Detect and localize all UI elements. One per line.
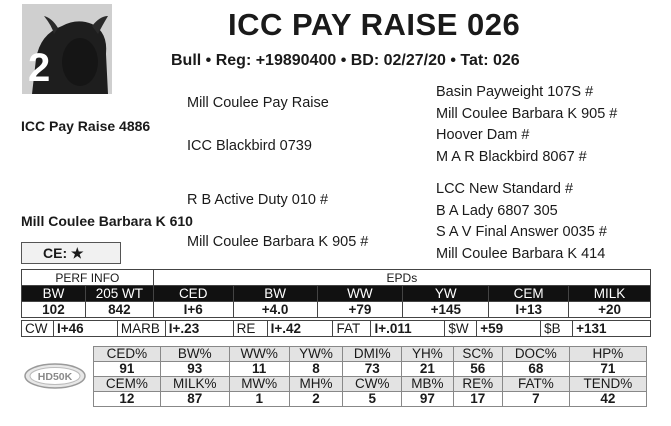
trait-label: YW [403,286,489,302]
carcass-label: $W [445,321,477,337]
epds-header: EPDs [153,270,650,286]
trait-label: BW [22,286,86,302]
carcass-value: I+.011 [371,321,445,337]
pct-label: DMI% [343,347,402,362]
pct-value: 5 [343,392,402,407]
epd-table [21,269,651,318]
pct-label: FAT% [502,377,569,392]
pct-label: DOC% [502,347,569,362]
pct-label: RE% [453,377,502,392]
pct-value: 56 [453,362,502,377]
pct-label: MB% [402,377,454,392]
pct-label: MILK% [160,377,229,392]
pct-value: 8 [289,362,343,377]
dam-dam: Mill Coulee Barbara K 905 # [187,234,369,250]
trait-value: 842 [85,302,153,318]
sire-sire-sire: Basin Payweight 107S # [436,84,594,100]
sire-sire-dam: Mill Coulee Barbara K 905 # [436,106,618,122]
pct-value: 87 [160,392,229,407]
pct-value: 17 [453,392,502,407]
pct-value: 91 [94,362,161,377]
sire-dam: ICC Blackbird 0739 [187,138,312,154]
pct-value: 21 [402,362,454,377]
pct-value: 42 [569,392,646,407]
trait-value: I+13 [489,302,569,318]
carcass-label: MARB [117,321,165,337]
trait-value: +4.0 [233,302,317,318]
sire-sire: Mill Coulee Pay Raise [187,95,329,111]
pct-value: 97 [402,392,454,407]
trait-label: 205 WT [85,286,153,302]
pct-label: CW% [343,377,402,392]
lot-number: 2 [28,46,51,90]
trait-value: 102 [22,302,86,318]
carcass-label: RE [233,321,267,337]
pct-label: YW% [289,347,343,362]
carcass-value: I+46 [53,321,117,337]
pct-label: HP% [569,347,646,362]
sire-dam-sire: Hoover Dam # [436,127,530,143]
trait-value: +79 [317,302,403,318]
pct-value: 12 [94,392,161,407]
dam-sire-sire: LCC New Standard # [436,181,574,197]
pct-label: CEM% [94,377,161,392]
carcass-value: +59 [477,321,541,337]
dam: Mill Coulee Barbara K 610 [21,213,193,229]
carcass-epd-table [21,320,651,337]
pct-label: WW% [229,347,289,362]
animal-name-title: ICC PAY RAISE 026 [228,7,521,42]
registration-line: Bull • Reg: +19890400 • BD: 02/27/20 • Tat: 026 [171,52,520,69]
carcass-value: I+.42 [267,321,333,337]
carcass-label: FAT [333,321,371,337]
trait-value: +145 [403,302,489,318]
pct-label: CED% [94,347,161,362]
carcass-label: $B [541,321,573,337]
pct-value: 93 [160,362,229,377]
trait-label: CEM [489,286,569,302]
pct-label: SC% [453,347,502,362]
hd50k-logo [24,363,86,389]
sire: ICC Pay Raise 4886 [21,118,151,134]
logo-text: HD50K [37,371,73,383]
carcass-value: I+.23 [165,321,233,337]
pct-value: 11 [229,362,289,377]
pct-value: 7 [502,392,569,407]
trait-label: CED [153,286,233,302]
pct-label: TEND% [569,377,646,392]
sire-dam-dam: M A R Blackbird 8067 # [436,149,587,165]
pct-value: 2 [289,392,343,407]
pct-value: 73 [343,362,402,377]
dam-sire-dam: B A Lady 6807 305 [436,203,558,219]
trait-value: +20 [569,302,651,318]
pct-label: MH% [289,377,343,392]
calving-ease-badge: CE: ★ [21,242,121,264]
dam-dam-sire: S A V Final Answer 0035 # [436,224,607,240]
carcass-value: +131 [573,321,651,337]
trait-value: I+6 [153,302,233,318]
perf-info-header: PERF INFO [22,270,154,286]
pct-value: 1 [229,392,289,407]
pct-label: MW% [229,377,289,392]
dam-dam-dam: Mill Coulee Barbara K 414 [436,246,606,262]
carcass-label: CW [22,321,54,337]
dam-sire: R B Active Duty 010 # [187,192,329,208]
pct-label: BW% [160,347,229,362]
percentile-table [93,346,647,407]
trait-label: WW [317,286,403,302]
trait-label: MILK [569,286,651,302]
pct-value: 68 [502,362,569,377]
trait-label: BW [233,286,317,302]
pct-label: YH% [402,347,454,362]
pct-value: 71 [569,362,646,377]
